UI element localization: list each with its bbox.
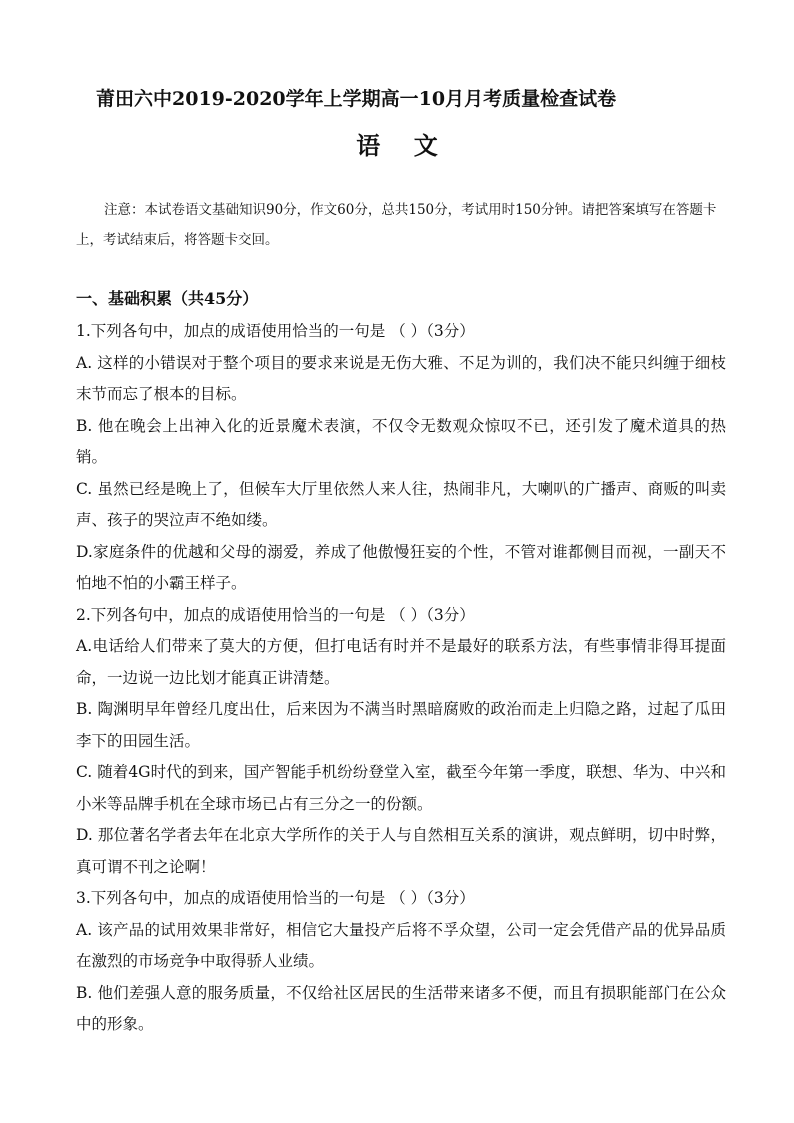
- question-option: B. 他们差强人意的服务质量，不仅给社区居民的生活带来诸多不便，而且有损职能部门在公众中的形象。: [76, 983, 726, 1033]
- question-option: D. 那位著名学者去年在北京大学所作的关于人与自然相互关系的演讲，观点鲜明，切中时弊，真可谓不刊之论啊！: [76, 826, 726, 876]
- question-stem: 2.下列各句中，加点的成语使用恰当的一句是 （ ）（3分）: [76, 605, 475, 624]
- question-option: B. 陶渊明早年曾经几度出仕，后来因为不满当时黑暗腐败的政治而走上归隐之路，过起了瓜田李下的田园生活。: [76, 700, 726, 750]
- question-stem: 1.下列各句中，加点的成语使用恰当的一句是 （ ）（3分）: [76, 322, 475, 340]
- question-2: [76, 600, 726, 884]
- question-option: D.家庭条件的优越和父母的溺爱，养成了他傲慢狂妄的个性，不管对谁都侧目而视，一副天不怕地不怕的小霸王样子。: [76, 542, 726, 592]
- question-list: [76, 316, 726, 1041]
- question-option: A. 这样的小错误对于整个项目的要求来说是无伤大雅、不足为训的，我们决不能只纠缠于细枝末节而忘了根本的目标。: [76, 353, 726, 403]
- exam-notice: 注意：本试卷语文基础知识90分，作文60分，总共150分，考试用时150分钟。请把答案填写在答题卡上，考试结束后，将答题卡交回。: [76, 202, 717, 248]
- question-option: C. 虽然已经是晚上了，但候车大厅里依然人来人往，热闹非凡，大喇叭的广播声、商贩的叫卖声、孩子的哭泣声不绝如缕。: [76, 479, 726, 529]
- question-stem: 3.下列各句中，加点的成语使用恰当的一句是 （ ）（3分）: [76, 889, 475, 907]
- question-1: [76, 316, 726, 600]
- question-3: [76, 883, 726, 1041]
- question-option: C. 随着4G时代的到来，国产智能手机纷纷登堂入室，截至今年第一季度，联想、华为、中兴和小米等品牌手机在全球市场已占有三分之一的份额。: [76, 763, 726, 813]
- section-title: 一、基础积累（共45分）: [76, 289, 259, 308]
- question-option: A.电话给人们带来了莫大的方便，但打电话有时并不是最好的联系方法，有些事情非得耳提面命，一边说一边比划才能真正讲清楚。: [76, 637, 726, 687]
- question-option: B. 他在晚会上出神入化的近景魔术表演，不仅令无数观众惊叹不已，还引发了魔术道具的热销。: [76, 416, 726, 466]
- subject-title: 语 文: [356, 131, 438, 160]
- exam-title: 莆田六中2019-2020学年上学期高一10月月考质量检查试卷: [96, 88, 617, 110]
- question-option: A. 该产品的试用效果非常好，相信它大量投产后将不孚众望，公司一定会凭借产品的优异品质在激烈的市场竞争中取得骄人业绩。: [76, 920, 726, 970]
